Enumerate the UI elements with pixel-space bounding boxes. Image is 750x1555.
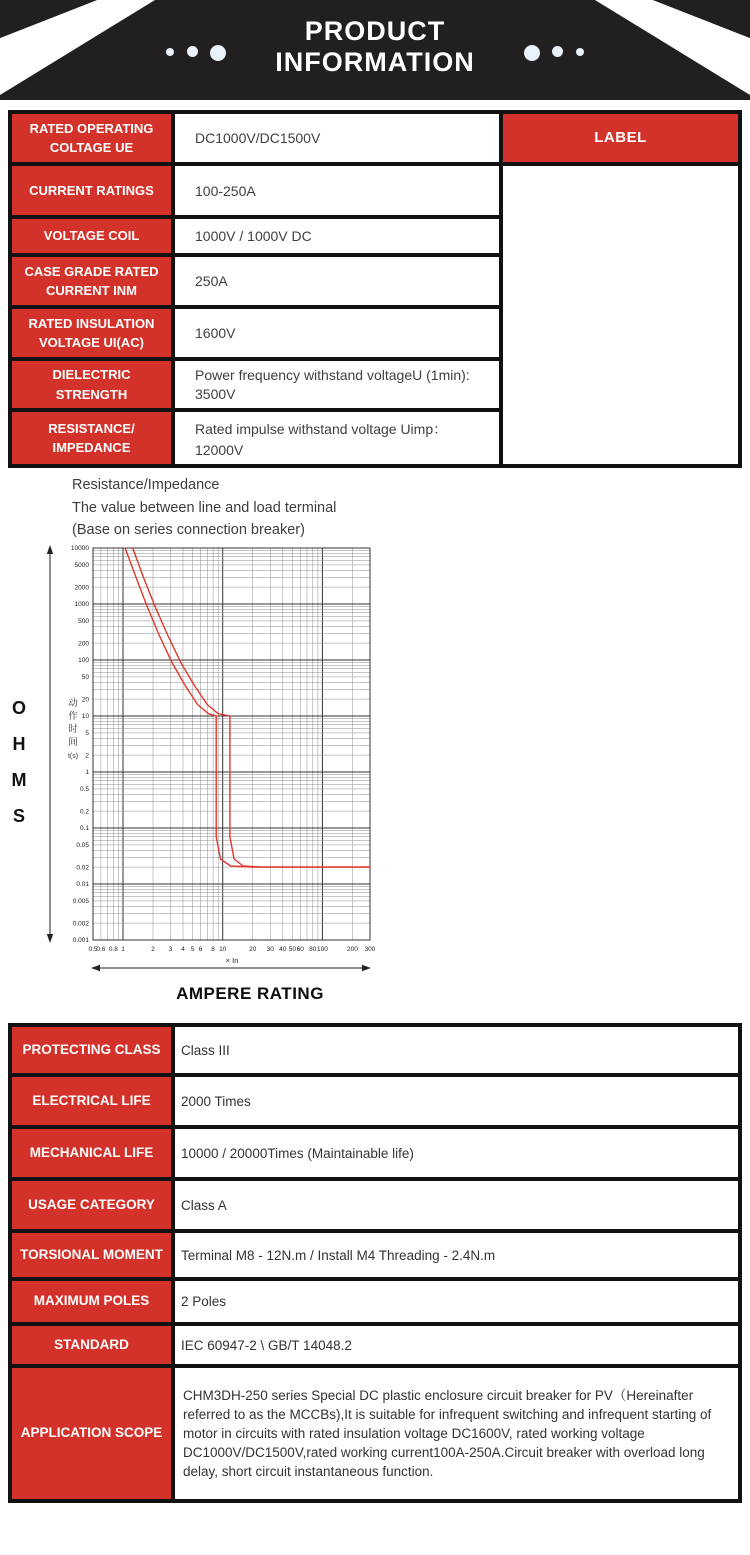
- page-title: [0, 16, 750, 78]
- table-row: [10, 1366, 740, 1501]
- row-value-cell: [173, 1279, 740, 1324]
- svg-text:50: 50: [81, 674, 89, 682]
- label-image-area: [501, 164, 740, 466]
- chart-caption-line2: The value between line and load terminal: [72, 499, 337, 516]
- row-value-cell: [173, 1231, 740, 1279]
- svg-text:300: 300: [364, 946, 376, 953]
- spec-table: [8, 110, 742, 468]
- svg-text:4: 4: [181, 946, 185, 953]
- row-value-cell: [173, 217, 501, 255]
- row-label-cell: TORSIONAL MOMENT: [10, 1231, 173, 1279]
- row-label-cell: PROTECTING CLASS: [10, 1025, 173, 1075]
- row-label-cell: MAXIMUM POLES: [10, 1279, 173, 1324]
- svg-text:500: 500: [78, 618, 89, 626]
- row-value-text: 2000 Times: [181, 1093, 251, 1109]
- svg-text:0.6: 0.6: [96, 946, 106, 953]
- svg-text:0.02: 0.02: [76, 864, 89, 872]
- banner: [0, 0, 750, 100]
- life-table: [8, 1023, 742, 1503]
- row-label-cell: RATED OPERATING COLTAGE UE: [10, 112, 173, 164]
- table-row: [10, 1179, 740, 1231]
- row-value-text: CHM3DH-250 series Special DC plastic enclosure circuit breaker for PV（Hereinafter referred to as the MCCBs),It is suitable for infrequent switching and infrequent starting of motor in circuits with rated insulation voltage DC1600V, rated working voltage DC1000V/DC1500V,rated working current100A-250A.Circuit breaker with overload long delay, short circuit instantaneous function.: [183, 1388, 712, 1479]
- row-label-cell: STANDARD: [10, 1324, 173, 1366]
- decorative-dot: [552, 46, 563, 57]
- row-value-text: 100-250A: [195, 182, 256, 199]
- svg-text:1000: 1000: [74, 601, 89, 609]
- decorative-dot: [166, 48, 174, 56]
- row-label-cell: VOLTAGE COIL: [10, 217, 173, 255]
- row-value-text: 10000 / 20000Times (Maintainable life): [181, 1145, 414, 1161]
- svg-text:0.8: 0.8: [108, 946, 118, 953]
- row-value-text: 1000V / 1000V DC: [195, 228, 312, 244]
- row-value-text: Power frequency withstand voltageU (1min):: [195, 367, 470, 383]
- row-value-cell: [173, 164, 501, 217]
- row-value-cell: [173, 1366, 740, 1501]
- row-value-cell: [173, 112, 501, 164]
- svg-text:10: 10: [81, 713, 89, 721]
- svg-text:0.2: 0.2: [79, 808, 89, 816]
- table-row: [10, 1075, 740, 1127]
- table-row: [10, 1324, 740, 1366]
- chart-caption-line1: Resistance/Impedance: [72, 477, 220, 493]
- row-value-text: Terminal M8 - 12N.m / Install M4 Threading - 2.4N.m: [181, 1247, 496, 1263]
- svg-text:时: 时: [68, 724, 78, 735]
- row-label-cell: MECHANICAL LIFE: [10, 1127, 173, 1179]
- svg-text:0.05: 0.05: [76, 842, 89, 850]
- svg-text:5: 5: [190, 946, 195, 953]
- decorative-dot: [187, 46, 198, 57]
- table-row: [10, 1025, 740, 1075]
- svg-text:2: 2: [151, 946, 155, 953]
- svg-text:10000: 10000: [70, 545, 89, 553]
- row-label-cell: APPLICATION SCOPE: [10, 1366, 173, 1501]
- svg-text:5: 5: [85, 730, 89, 738]
- row-value-cell: [173, 307, 501, 359]
- table-row: [10, 1127, 740, 1179]
- row-value-cell: [173, 1127, 740, 1179]
- row-value-cell: [173, 359, 501, 410]
- table-row: [10, 164, 740, 217]
- row-label-cell: RATED INSULATION VOLTAGE UI(AC): [10, 307, 173, 359]
- row-value-text-line2: 12000V: [195, 441, 244, 458]
- row-value-text: 250A: [195, 273, 228, 289]
- svg-text:2000: 2000: [74, 584, 89, 592]
- svg-text:3: 3: [168, 946, 173, 953]
- row-value-text: 1600V: [195, 325, 236, 341]
- row-label-cell: DIELECTRIC STRENGTH: [10, 359, 173, 410]
- svg-text:30: 30: [266, 946, 274, 953]
- row-label-cell: CASE GRADE RATED CURRENT INM: [10, 255, 173, 307]
- table-row: [10, 1231, 740, 1279]
- svg-text:200: 200: [78, 640, 89, 648]
- row-value-text: Class III: [181, 1042, 230, 1058]
- decorative-dot: [210, 45, 226, 61]
- row-value-cell: [173, 1179, 740, 1231]
- svg-text:2: 2: [85, 752, 89, 760]
- row-value-cell: [173, 1324, 740, 1366]
- svg-text:作: 作: [68, 711, 78, 722]
- row-value-text: DC1000V/DC1500V: [195, 130, 321, 146]
- trip-curve-chart: [0, 540, 460, 975]
- svg-text:0.01: 0.01: [76, 881, 89, 889]
- page-title-line2: INFORMATION: [275, 47, 475, 77]
- row-value-text: 2 Poles: [181, 1294, 227, 1309]
- svg-text:20: 20: [81, 696, 89, 704]
- svg-text:0.1: 0.1: [79, 825, 89, 833]
- svg-text:100: 100: [78, 657, 89, 665]
- label-column-header: LABEL: [501, 112, 740, 164]
- decorative-dot: [524, 45, 540, 61]
- svg-text:50: 50: [288, 946, 297, 953]
- svg-text:× In: × In: [225, 956, 239, 965]
- row-value-text: Class A: [181, 1197, 227, 1213]
- page-title-line1: PRODUCT: [304, 16, 446, 46]
- row-value-cell: [173, 1075, 740, 1127]
- svg-text:8: 8: [211, 946, 215, 953]
- table-row: [10, 112, 740, 164]
- row-value-text: Rated impulse withstand voltage Uimp：: [195, 420, 448, 437]
- row-value-cell: [173, 255, 501, 307]
- svg-text:间: 间: [68, 737, 78, 748]
- svg-text:200: 200: [346, 946, 358, 953]
- table-row: [10, 1279, 740, 1324]
- row-value-cell: [173, 410, 501, 466]
- chart-caption-line3: (Base on series connection breaker): [72, 522, 305, 538]
- row-value-cell: [173, 1025, 740, 1075]
- row-value-text-line2: 3500V: [195, 386, 236, 402]
- svg-text:80: 80: [309, 946, 317, 953]
- svg-text:10: 10: [219, 946, 227, 953]
- svg-text:6: 6: [198, 946, 203, 953]
- decorative-dot: [576, 48, 584, 56]
- svg-text:60: 60: [296, 946, 304, 953]
- chart-caption: [72, 477, 336, 545]
- svg-text:1: 1: [85, 769, 89, 777]
- svg-text:100: 100: [316, 946, 328, 953]
- svg-text:20: 20: [249, 946, 257, 953]
- x-axis-title: AMPERE RATING: [176, 984, 324, 1003]
- svg-text:1: 1: [121, 946, 125, 953]
- y-axis-unit-label: OHMS: [9, 698, 29, 842]
- row-label-cell: RESISTANCE/ IMPEDANCE: [10, 410, 173, 466]
- row-label-cell: USAGE CATEGORY: [10, 1179, 173, 1231]
- svg-text:0.5: 0.5: [79, 786, 89, 794]
- svg-text:动: 动: [68, 698, 78, 709]
- svg-text:t(s): t(s): [67, 753, 79, 760]
- svg-text:0.002: 0.002: [72, 920, 89, 928]
- row-label-cell: CURRENT RATINGS: [10, 164, 173, 217]
- row-label-cell: ELECTRICAL LIFE: [10, 1075, 173, 1127]
- svg-text:40: 40: [279, 946, 287, 953]
- svg-text:0.001: 0.001: [72, 937, 89, 945]
- svg-text:5000: 5000: [74, 562, 89, 570]
- svg-text:0.005: 0.005: [72, 898, 89, 906]
- svg-text:0.5: 0.5: [88, 946, 98, 953]
- row-value-text: IEC 60947-2 \ GB/T 14048.2: [181, 1337, 352, 1353]
